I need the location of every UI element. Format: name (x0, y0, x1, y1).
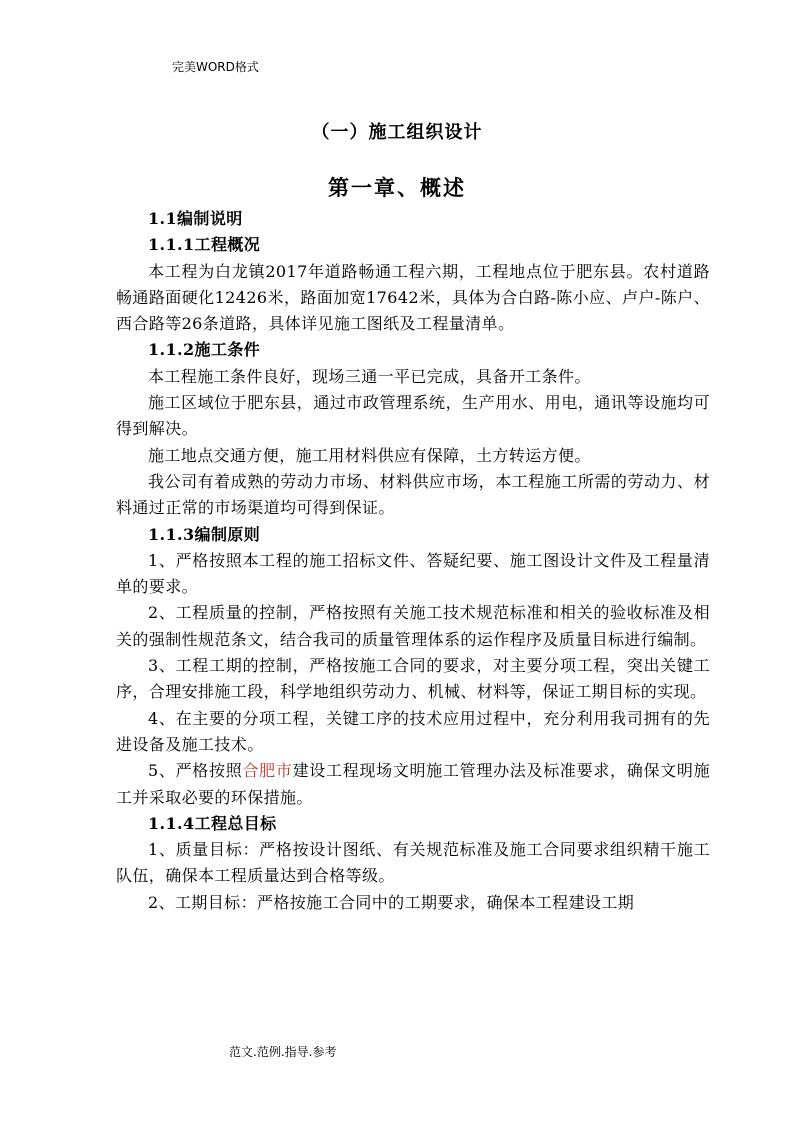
paragraph: 2、工程质量的控制，严格按照有关施工技术规范标准和相关的验收标准及相关的强制性规范条文，结合我司的质量管理体系的运作程序及质量目标进行编制。 (116, 603, 710, 649)
paragraph-text: 5、严格按照 (148, 761, 243, 781)
section-heading: 1.1.2施工条件 (148, 340, 261, 360)
paragraph: 3、工程工期的控制，严格按施工合同的要求，对主要分项工程，突出关键工序，合理安排施工段，科学地组织劳动力、机械、材料等，保证工期目标的实现。 (116, 656, 710, 702)
paragraph: 2、工期目标：严格按施工合同中的工期要求，确保本工程建设工期 (148, 892, 635, 912)
section-heading: 1.1.1工程概况 (148, 235, 261, 255)
paragraph: 我公司有着成熟的劳动力市场、材料供应市场，本工程施工所需的劳动力、材料通过正常的市场渠道均可得到保证。 (116, 471, 710, 518)
section-heading: 1.1.4工程总目标 (148, 813, 277, 833)
document-title: （一）施工组织设计 (311, 122, 483, 143)
paragraph: 1、质量目标：严格按设计图纸、有关规范标准及施工合同要求组织精干施工队伍，确保本工程质量达到合格等级。 (116, 840, 710, 886)
paragraph: 施工地点交通方便，施工用材料供应有保障，土方转运方便。 (148, 445, 591, 465)
paragraph: 1、严格按照本工程的施工招标文件、答疑纪要、施工图设计文件及工程量清单的要求。 (116, 550, 710, 597)
paragraph-text: 建设工程现场文明施工管理办法及标准要求，确保文明施工并采取必要的环保措施。 (116, 761, 710, 807)
page-header: 完美WORD格式 (172, 60, 259, 74)
document-body (116, 206, 710, 916)
paragraph: 4、在主要的分项工程，关键工序的技术应用过程中，充分利用我司拥有的先进设备及施工技术。 (116, 708, 710, 754)
page-footer: 范文.范例.指导.参考 (229, 1045, 337, 1059)
chapter-title: 第一章、概述 (328, 175, 466, 200)
city-name-highlight: 合肥市 (242, 761, 293, 781)
section-heading: 1.1编制说明 (148, 209, 243, 228)
paragraph: 本工程施工条件良好，现场三通一平已完成，具备开工条件。 (148, 366, 591, 386)
paragraph (116, 758, 710, 811)
paragraph: 本工程为白龙镇2017年道路畅通工程六期，工程地点位于肥东县。农村道路畅通路面硬化12426米，路面加宽17642米，具体为合白路-陈小应、卢户-陈户、西合路等26条道路，具体详见施工图纸及工程量清单。 (116, 261, 710, 334)
paragraph: 施工区域位于肥东县，通过市政管理系统，生产用水、用电，通讯等设施均可得到解决。 (116, 393, 710, 439)
section-heading: 1.1.3编制原则 (148, 524, 261, 544)
